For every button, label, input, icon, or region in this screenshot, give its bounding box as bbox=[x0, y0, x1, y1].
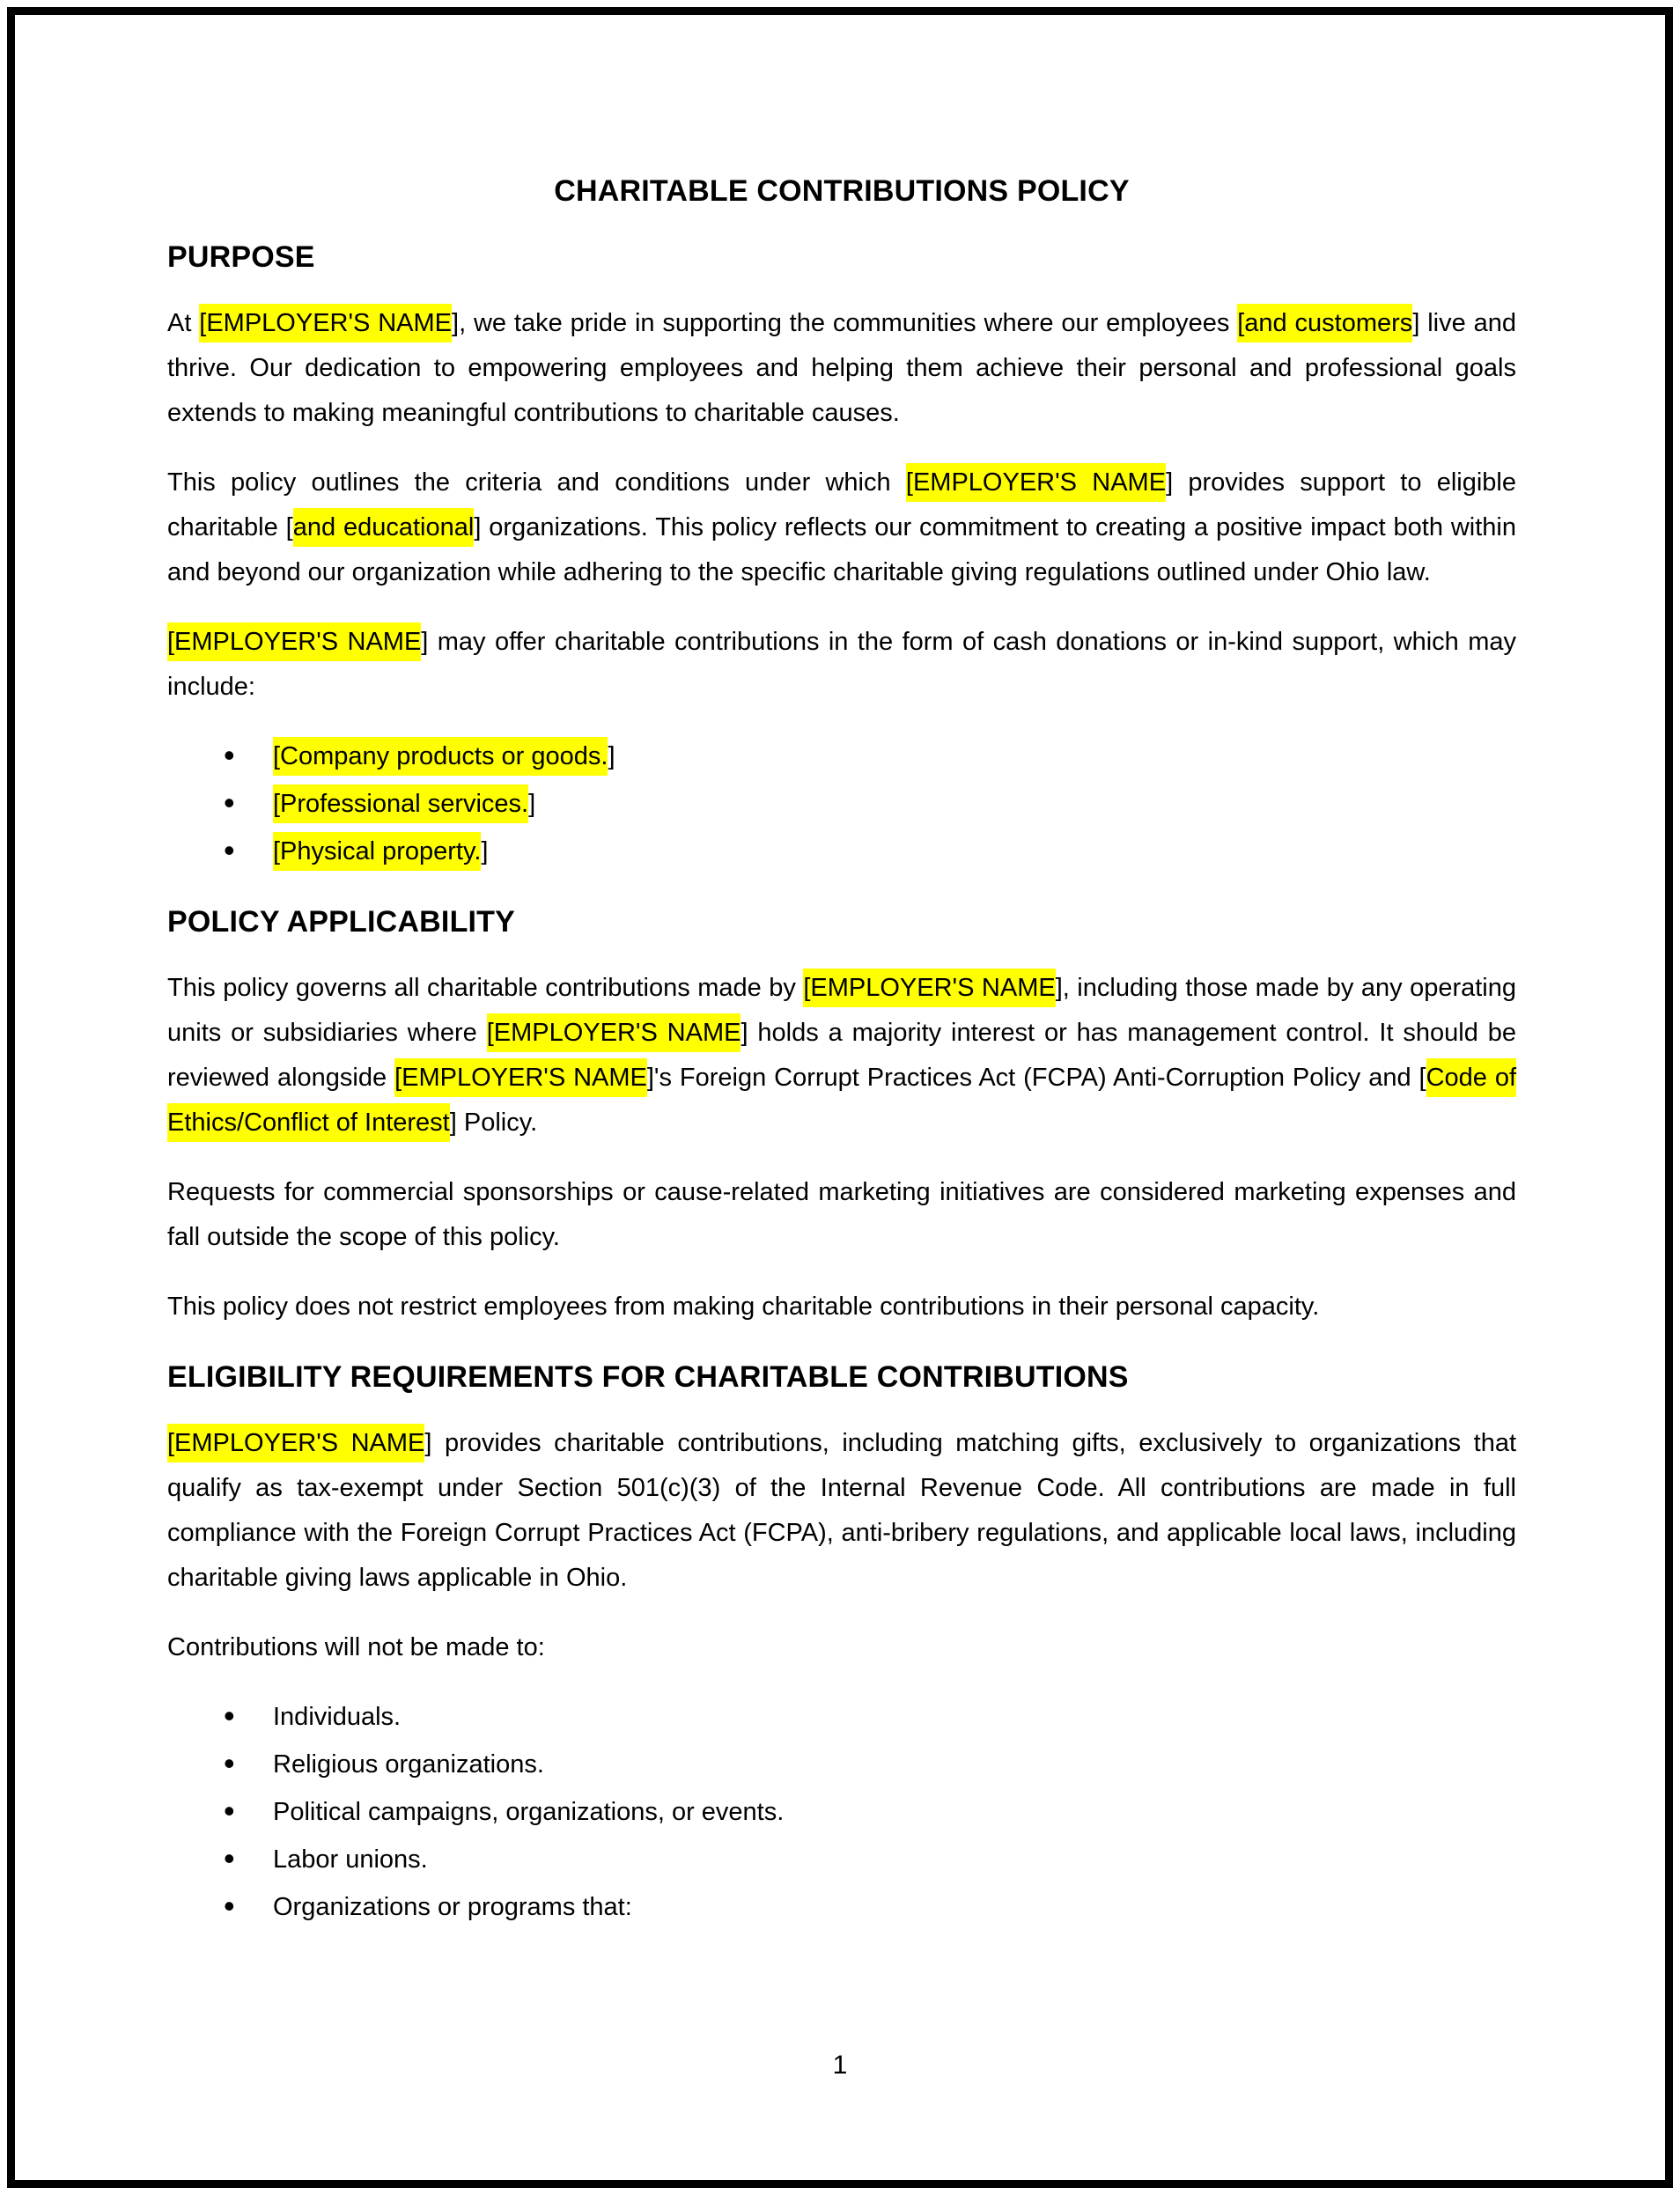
text-run: Labor unions. bbox=[273, 1845, 428, 1874]
section-heading: PURPOSE bbox=[167, 240, 315, 274]
highlighted-text: [EMPLOYER'S NAME bbox=[906, 463, 1166, 502]
paragraph bbox=[167, 966, 1516, 1145]
text-run: ], we take pride in supporting the communities where our employees bbox=[452, 309, 1238, 337]
list-item bbox=[167, 1838, 1516, 1882]
highlighted-text: [and customers bbox=[1237, 304, 1412, 343]
list-item bbox=[167, 1742, 1516, 1787]
list-item bbox=[167, 782, 1516, 827]
highlighted-text: and educational bbox=[293, 508, 475, 547]
text-run: ] provides charitable contributions, including matching gifts, exclusively to organizations that qualify as tax-exempt under Section 501(c)(3) of the Internal Revenue Code. All contributions are made in full compliance with the Foreign Corrupt Practices Act (FCPA), anti-bribery regulations, and applicable local laws, including charitable giving laws applicable in Ohio. bbox=[167, 1429, 1517, 1592]
paragraph bbox=[167, 301, 1516, 436]
text-run: ] bbox=[528, 790, 536, 818]
paragraph bbox=[167, 1421, 1516, 1601]
list-item bbox=[167, 1695, 1516, 1740]
list-item bbox=[167, 829, 1516, 874]
text-run: Political campaigns, organizations, or events. bbox=[273, 1798, 785, 1826]
text-run: At bbox=[167, 309, 200, 337]
paragraph bbox=[167, 620, 1516, 710]
text-run: ] live and thrive. Our dedication to empowering employees and helping them achieve their personal and professional goals extends to making meaningful contributions to charitable causes. bbox=[167, 309, 1516, 427]
text-run: Contributions will not be made to: bbox=[167, 1633, 545, 1661]
bullet-list bbox=[167, 734, 1516, 874]
text-run: Organizations or programs that: bbox=[273, 1893, 632, 1921]
list-item bbox=[167, 1790, 1516, 1835]
document-blocks bbox=[167, 239, 1516, 1930]
highlighted-text: [Company products or goods. bbox=[273, 737, 608, 776]
paragraph bbox=[167, 1285, 1516, 1330]
text-run: ] Policy. bbox=[449, 1109, 538, 1137]
section-heading: POLICY APPLICABILITY bbox=[167, 905, 516, 939]
text-run: ]'s Foreign Corrupt Practices Act (FCPA) Anti-Corruption Policy and [ bbox=[646, 1064, 1426, 1092]
text-run: ], including those made by any operating units or subsidiaries where bbox=[167, 974, 1516, 1047]
text-run: ] holds a majority interest or has management control. It should be reviewed alongside bbox=[167, 1019, 1517, 1092]
highlighted-text: [EMPLOYER'S NAME bbox=[394, 1058, 647, 1097]
page-number: 1 bbox=[832, 2051, 848, 2080]
bullet-list bbox=[167, 1695, 1516, 1930]
text-run: ] bbox=[608, 742, 615, 770]
text-run: This policy outlines the criteria and conditions under which bbox=[167, 468, 906, 497]
paragraph bbox=[167, 460, 1516, 595]
text-run: This policy does not restrict employees from making charitable contributions in their personal capacity. bbox=[167, 1293, 1320, 1321]
text-run: ] provides support to eligible charitable [ bbox=[167, 468, 1517, 541]
text-run: ] organizations. This policy reflects our commitment to creating a positive impact both within and beyond our organization while adhering to the specific charitable giving regulations outlined under Ohio law. bbox=[167, 513, 1517, 586]
text-run: ] bbox=[481, 837, 489, 865]
highlighted-text: [EMPLOYER'S NAME bbox=[487, 1013, 741, 1052]
paragraph bbox=[167, 1625, 1516, 1670]
list-item bbox=[167, 734, 1516, 779]
document-title: CHARITABLE CONTRIBUTIONS POLICY bbox=[554, 174, 1130, 208]
highlighted-text: Code of Ethics/Conflict of Interest bbox=[167, 1058, 1516, 1142]
paragraph bbox=[167, 1170, 1516, 1260]
page-footer bbox=[0, 2048, 1680, 2083]
highlighted-text: [EMPLOYER'S NAME bbox=[803, 969, 1055, 1007]
text-run: Individuals. bbox=[273, 1703, 402, 1731]
text-run: ] may offer charitable contributions in the form of cash donations or in-kind support, which may include: bbox=[167, 628, 1516, 701]
document-content bbox=[167, 173, 1516, 1953]
highlighted-text: [EMPLOYER'S NAME bbox=[199, 304, 452, 343]
highlighted-text: [EMPLOYER'S NAME bbox=[167, 622, 421, 661]
list-item bbox=[167, 1885, 1516, 1930]
text-run: Requests for commercial sponsorships or cause-related marketing initiatives are considered marketing expenses and fall outside the scope of this policy. bbox=[167, 1178, 1516, 1251]
text-run: This policy governs all charitable contributions made by bbox=[167, 974, 804, 1002]
highlighted-text: [Professional services. bbox=[273, 784, 528, 823]
text-run: Religious organizations. bbox=[273, 1750, 544, 1779]
section-heading: ELIGIBILITY REQUIREMENTS FOR CHARITABLE CONTRIBUTIONS bbox=[167, 1360, 1129, 1394]
highlighted-text: [EMPLOYER'S NAME bbox=[167, 1424, 424, 1462]
highlighted-text: [Physical property. bbox=[273, 832, 481, 871]
